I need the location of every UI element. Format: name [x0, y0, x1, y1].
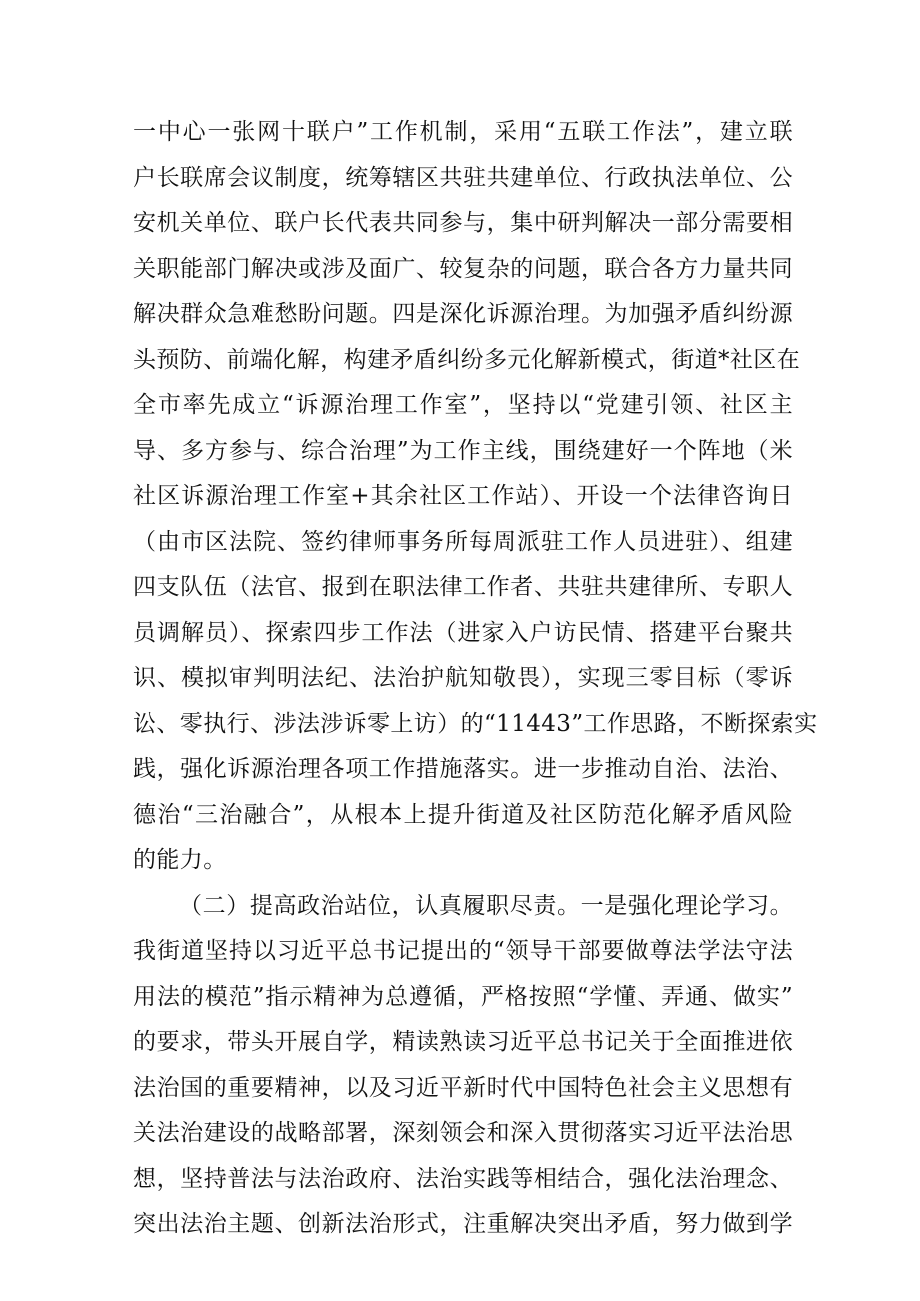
text-line: 的要求，带头开展自学，精读熟读习近平总书记关于全面推进依	[133, 1029, 793, 1055]
text-line: 的能力。	[133, 847, 227, 873]
text-line: 社区诉源治理工作室+其余社区工作站）、开设一个法律咨询日	[133, 483, 793, 509]
text-line: 全市率先成立“诉源治理工作室”，坚持以“党建引领、社区主	[133, 392, 793, 418]
paragraph-1	[133, 110, 818, 884]
document-body	[133, 110, 818, 1248]
text-line: 用法的模范”指示精神为总遵循，严格按照“学懂、弄通、做实”	[133, 983, 793, 1010]
text-line: 法治国的重要精神，以及习近平新时代中国特色社会主义思想有	[133, 1074, 793, 1101]
text-line: 识、模拟审判明法纪、法治护航知敬畏），实现三零目标（零诉	[133, 665, 793, 691]
text-line: 导、多方参与、综合治理”为工作主线，围绕建好一个阵地（米	[133, 437, 793, 464]
text-line: 解决群众急难愁盼问题。四是深化诉源治理。为加强矛盾纠纷源	[133, 301, 793, 327]
text-line: 讼、零执行、涉法涉诉零上访）的“11443”工作思路，不断探索实	[133, 710, 818, 737]
text-line: （由市区法院、签约律师事务所每周派驻工作人员进驻）、组建	[133, 528, 793, 555]
text-line: 我街道坚持以习近平总书记提出的“领导干部要做尊法学法守法	[133, 938, 793, 964]
text-line: 关法治建设的战略部署，深刻领会和深入贯彻落实习近平法治思	[133, 1120, 793, 1146]
paragraph-2	[133, 884, 793, 1248]
text-line: 德治“三治融合”，从根本上提升街道及社区防范化解矛盾风险	[133, 801, 793, 828]
text-line: 户长联席会议制度，统筹辖区共驻共建单位、行政执法单位、公	[133, 164, 793, 191]
text-line: 想，坚持普法与法治政府、法治实践等相结合，强化法治理念、	[133, 1165, 793, 1192]
text-line: 员调解员）、探索四步工作法（进家入户访民情、搭建平台聚共	[133, 619, 793, 646]
text-line: 突出法治主题、创新法治形式，注重解决突出矛盾，努力做到学	[133, 1211, 793, 1237]
text-line: （二）提高政治站位，认真履职尽责。一是强化理论学习。	[179, 892, 793, 919]
text-line: 践，强化诉源治理各项工作措施落实。进一步推动自治、法治、	[133, 756, 793, 782]
text-line: 四支队伍（法官、报到在职法律工作者、共驻共建律所、专职人	[133, 574, 793, 600]
text-line: 一中心一张网十联户”工作机制，采用“五联工作法”，建立联	[133, 119, 793, 145]
text-line: 关职能部门解决或涉及面广、较复杂的问题，联合各方力量共同	[133, 255, 793, 282]
text-line: 头预防、前端化解，构建矛盾纠纷多元化解新模式，街道*社区在	[133, 346, 801, 373]
text-line: 安机关单位、联户长代表共同参与，集中研判解决一部分需要相	[133, 210, 793, 236]
